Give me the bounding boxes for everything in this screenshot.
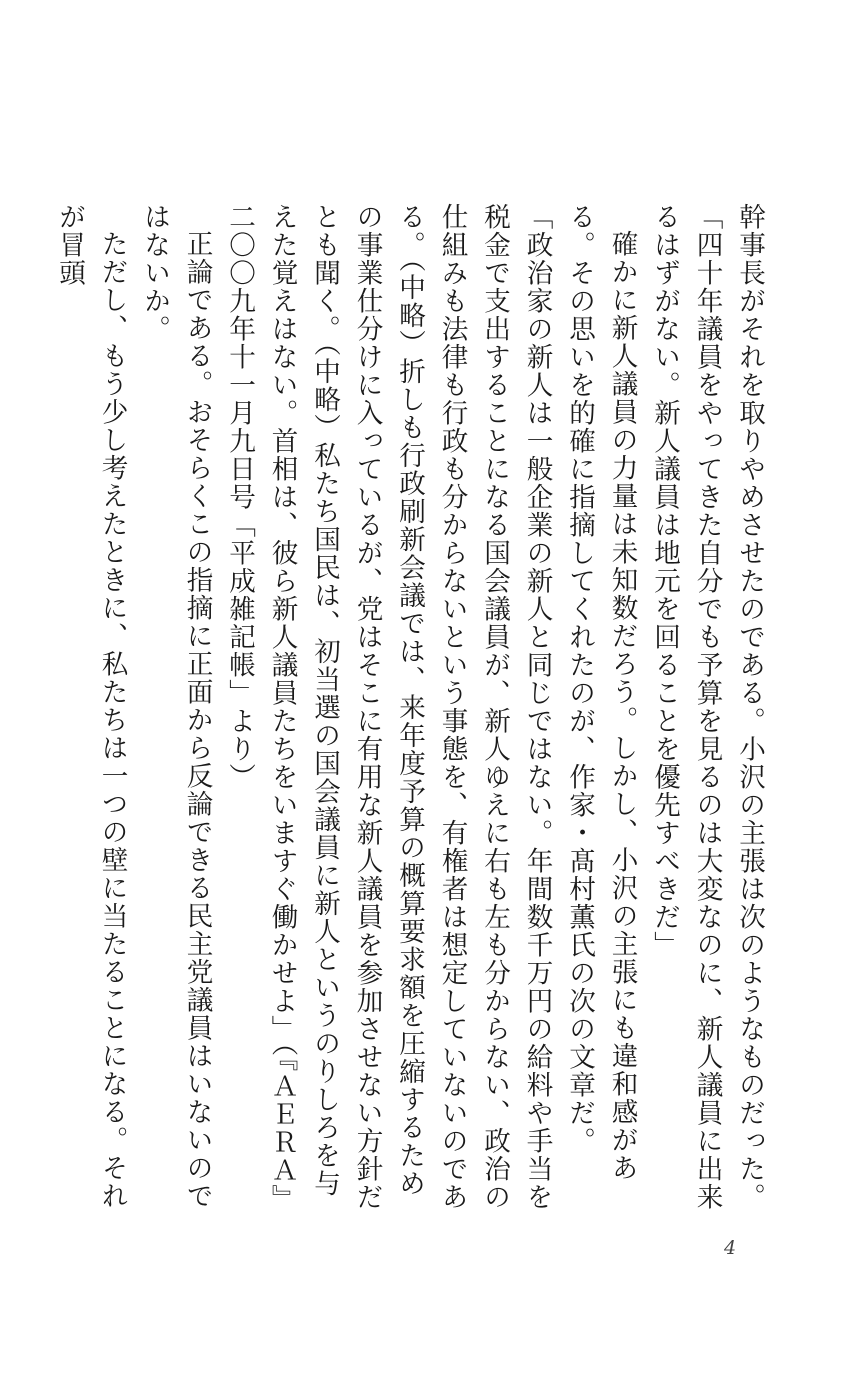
paragraph: 確かに新人議員の力量は未知数だろう。しかし、小沢の主張にも違和感がある。その思いを的確に指摘してくれたのが、作家・髙村薫氏の次の文章だ。: [564, 203, 638, 1182]
paragraph: 「四十年議員をやってきた自分でも予算を見るのは大変なのに、新人議員に出来るはずがない。新人議員は地元を回ることを優先すべきだ」: [649, 203, 723, 1211]
paragraph: 「政治家の新人は一般企業の新人と同じではない。年間数千万円の給料や手当を税金で支出することになる国会議員が、新人ゆえに右も左も分からない、政治の仕組みも法律も行政も分からないという事態を、有権者は想定していないのである。（中略）折しも行政刷新会議では、来年度予算の概算要求額を圧縮するための事業仕分けに入っているが、党はそこに有用な新人議員を参加させない方針だとも聞く。（中略）私たち国民は、初当選の国会議員に新人というのりしろを与えた覚えはない。首相は、彼ら新人議員たちをいますぐ働かせよ」（『ＡＥＲＡ』二〇〇九年十一月九日号「平成雑記帳」より）: [224, 203, 553, 1213]
vertical-text-body: [54, 203, 770, 1218]
page-number: 4: [724, 1237, 737, 1259]
paragraph: 正論である。おそらくこの指摘に正面から反論できる民主党議員はいないのではないか。: [139, 203, 213, 1210]
paragraph: ただし、もう少し考えたときに、私たちは一つの壁に当たることになる。それが冒頭: [54, 203, 128, 1210]
paragraph: 幹事長がそれを取りやめさせたのである。小沢の主張は次のようなものだった。: [734, 203, 765, 1211]
